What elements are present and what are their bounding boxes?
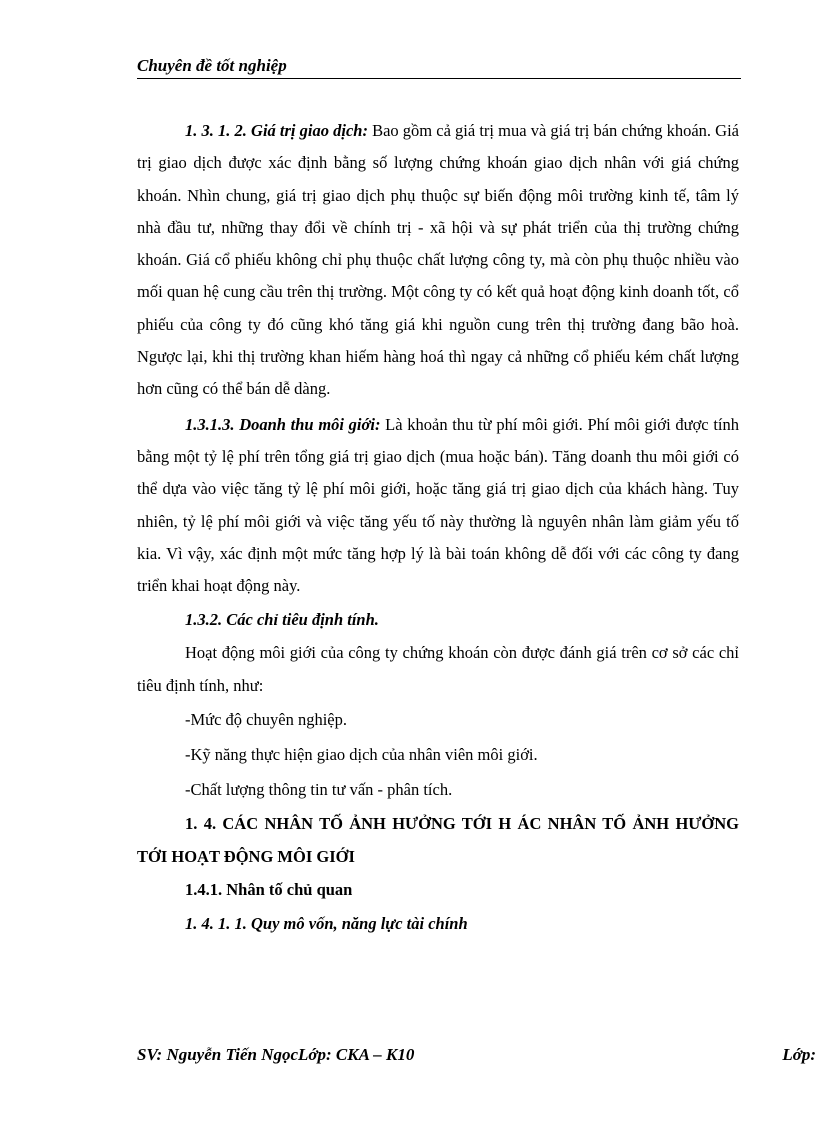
footer-class: Lớp: bbox=[782, 1045, 816, 1064]
bullet-item: -Kỹ năng thực hiện giao dịch của nhân viên môi giới. bbox=[185, 745, 538, 765]
paragraph-transaction-value bbox=[137, 115, 739, 406]
bullet-item: -Chất lượng thông tin tư vấn - phân tích. bbox=[185, 780, 453, 800]
footer-student: SV: Nguyễn Tiến NgọcLớp: CKA – K10 bbox=[137, 1045, 415, 1064]
heading-1411: 1. 4. 1. 1. Quy mô vốn, năng lực tài chính bbox=[185, 914, 468, 934]
heading-141: 1.4.1. Nhân tố chủ quan bbox=[185, 880, 353, 900]
paragraph-brokerage-revenue bbox=[137, 409, 739, 603]
heading-1312: 1. 3. 1. 2. Giá trị giao dịch: bbox=[185, 121, 368, 140]
paragraph-text: Bao gồm cả giá trị mua và giá trị bán chứng khoán. Giá trị giao dịch được xác định bằng số lượng chứng khoán giao dịch nhân với giá chứng khoán. Nhìn chung, giá trị giao dịch phụ thuộc sự biến động môi trường kinh tế, tâm lý nhà đầu tư, những thay đổi về chính trị - xã hội và sự phát triển của thị trường chứng khoán. Giá cổ phiếu không chỉ phụ thuộc chất lượng công ty, mà còn phụ thuộc nhiều vào mối quan hệ cung cầu trên thị trường. Một công ty có kết quả hoạt động kinh doanh tốt, cổ phiếu của công ty đó cũng khó tăng giá khi nguồn cung trên thị trường đang bão hoà. Ngược lại, khi thị trường khan hiếm hàng hoá thì ngay cả những cổ phiếu kém chất lượng hơn cũng có thể bán dễ dàng. bbox=[137, 121, 740, 399]
page-footer bbox=[137, 1045, 816, 1065]
paragraph-text: Là khoản thu từ phí môi giới. Phí môi giới được tính bằng một tỷ lệ phí trên tổng giá trị giao dịch (mua hoặc bán). Tăng doanh thu môi giới có thể dựa vào việc tăng tỷ lệ phí môi giới, hoặc tăng giá trị giao dịch của khách hàng. Tuy nhiên, tỷ lệ phí môi giới và việc tăng yếu tố này thường là nguyên nhân làm giảm yếu tố kia. Vì vậy, xác định một mức tăng hợp lý là bài toán không dễ đối với các công ty đang triển khai hoạt động này. bbox=[137, 414, 739, 596]
page-header bbox=[137, 56, 741, 79]
heading-1313: 1.3.1.3. Doanh thu môi giới: bbox=[185, 414, 381, 434]
heading-132: 1.3.2. Các chỉ tiêu định tính. bbox=[185, 610, 379, 630]
bullet-item: -Mức độ chuyên nghiệp. bbox=[185, 710, 347, 730]
document-body bbox=[137, 115, 739, 942]
header-title: Chuyên đề tốt nghiệp bbox=[137, 56, 287, 75]
heading-14: 1. 4. CÁC NHÂN TỐ ẢNH HƯỞNG TỚI H ÁC NHÂN TỐ ẢNH HƯỞNG TỚI HOẠT ĐỘNG MÔI GIỚI bbox=[137, 814, 739, 867]
paragraph-qualitative: Hoạt động môi giới của công ty chứng khoán còn được đánh giá trên cơ sở các chỉ tiêu định tính, như: bbox=[137, 643, 739, 695]
